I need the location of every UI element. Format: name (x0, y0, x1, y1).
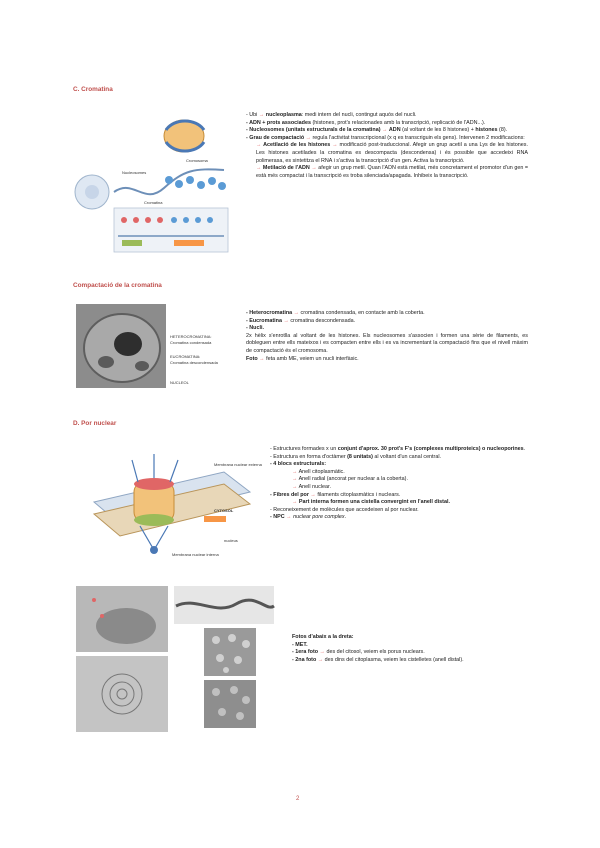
cromatina-line-4: - Grau de compactació → regula l'activitat transcripcional (x q es transcriguin els gens). Intervenen 2 modificacions: (246, 134, 525, 141)
nuclear-pore-diagram (74, 442, 260, 564)
por-line-3: - 4 blocs estructurals: (270, 461, 327, 468)
section-title-cromatina: C. Cromatina (73, 86, 113, 93)
fotos-line-2: - 1era foto → des del citosol, veiem els porus nuclears. (292, 649, 425, 656)
compactacio-line-3: - Nucli. (246, 325, 264, 332)
nucleus-em-photo (76, 304, 166, 388)
label-nucleus: nucleus (224, 538, 238, 543)
compactacio-line-1: - Heterocromatina → cromatina condensada, en contacte amb la coberta. (246, 310, 425, 316)
chromatin-diagram (74, 108, 232, 256)
por-line-8: → Part interna formen una cistella convergint en l'anell distal. (292, 499, 450, 506)
label-eucromatina: EUCROMATINA: (170, 354, 201, 359)
label-heterocromatina-sub: Cromatina condensada (170, 340, 212, 345)
section-title-por: D. Por nuclear (73, 420, 117, 427)
compactacio-line-2: - Eucromatina → cromatina descondensada. (246, 317, 356, 324)
por-line-10: - NPC → nuclear pore complex. (270, 514, 347, 521)
label-inner-membrane: Membrana nuclear interna (172, 552, 219, 557)
chromatin-label-a: Nucleosomes (122, 170, 147, 175)
cromatina-line-3: - Nucleosomes (unitats estructurals de la cromatina) → ADN (al voltant de les 8 histones) + histones (8). (246, 127, 508, 134)
por-line-7: - Fibres del por → filaments citoplasmàtics i nuclears. (270, 491, 401, 498)
fotos-text (292, 634, 528, 664)
label-outer-membrane: Membrana nuclear externa (214, 462, 262, 467)
label-cytosol: CYTOSOL (214, 508, 234, 513)
em-photos-figure (76, 586, 276, 732)
por-line-5: → Anell radial (ancorat per nuclear a la coberta). (292, 476, 408, 483)
por-line-4: → Anell citoplasmàtic. (292, 468, 345, 475)
cromatina-line-1: - Ubi → nucleoplasma: medi intern del nucli, contingut aquós del nucli. (246, 112, 417, 118)
por-text (270, 446, 528, 522)
chromatin-label-b: Cromatina (144, 200, 163, 205)
cromatina-line-6: → Metilació de l'ADN → afegir un grup metil. Quan l'ADN està metilat, més concretament el promotor d'un gen = està més compactat i la transcripció es troba silenciada/apagada. Inhibeix la transcripció. (256, 165, 529, 179)
por-line-2: - Estructura en forma d'octàmer (8 unitats) al voltant d'un canal central. (270, 453, 442, 460)
compactacio-line-5: Foto → feta amb ME, veiem un nucli interfàsic. (246, 355, 359, 362)
fotos-title: Fotos d'abaix a la dreta: (292, 634, 354, 640)
por-line-9: - Reconeixement de molècules que accedeixen al por nuclear. (270, 506, 419, 513)
nucleus-photo-figure (76, 304, 238, 388)
fotos-line-3: - 2na foto → des dins del citoplasma, veiem les cistelletes (anell distal). (292, 656, 464, 663)
chromatin-label-c: Cromosoma (186, 158, 208, 163)
em-photos (76, 586, 276, 732)
page-number: 2 (296, 796, 300, 802)
cromatina-text (246, 112, 528, 180)
label-heterocromatina: HETEROCROMATINA: (170, 334, 212, 339)
por-line-1: - Estructures formades x un conjunt d'aprox. 30 prot's F's (complexes multiproteics) o nucleoporines. (270, 446, 526, 452)
cromatina-line-5: → Acetilació de les histones → modificació post-traduccional. Afegir un grup acetil a una Lys de les histones. Les histones acetilades la cromatina es descompacta (descondensa) i és possible que accedeixi RNA polimerasa, es sintetitza el RNA i s'activa la transcripció d'un gen. Activa la transcripció. (256, 142, 528, 164)
por-line-6: → Anell nuclear. (292, 483, 331, 490)
chromatin-figure (74, 108, 232, 256)
section-title-compactacio: Compactació de la cromatina (73, 282, 162, 289)
label-eucromatina-sub: Cromatina descondensada (170, 360, 218, 365)
label-nucleol: NUCLEOL (170, 380, 189, 385)
fotos-line-1: - MET. (292, 641, 308, 648)
compactacio-line-4: 2x hèlix s'enrotlla al voltant de les histones. Els nucleosomes s'associen i formen una sèrie de filaments, es dobleguen entre ells mateixos i es compacten entre ells i es va incrementant la compactació fins que el nivell màxim de compactació és el cromosoma. (246, 332, 528, 354)
cromatina-line-2: - ADN + prots associades (histones, prot's relacionades amb la transcripció, replicació de l'ADN...). (246, 119, 486, 126)
compactacio-text (246, 310, 528, 363)
nuclear-pore-figure (74, 442, 260, 564)
